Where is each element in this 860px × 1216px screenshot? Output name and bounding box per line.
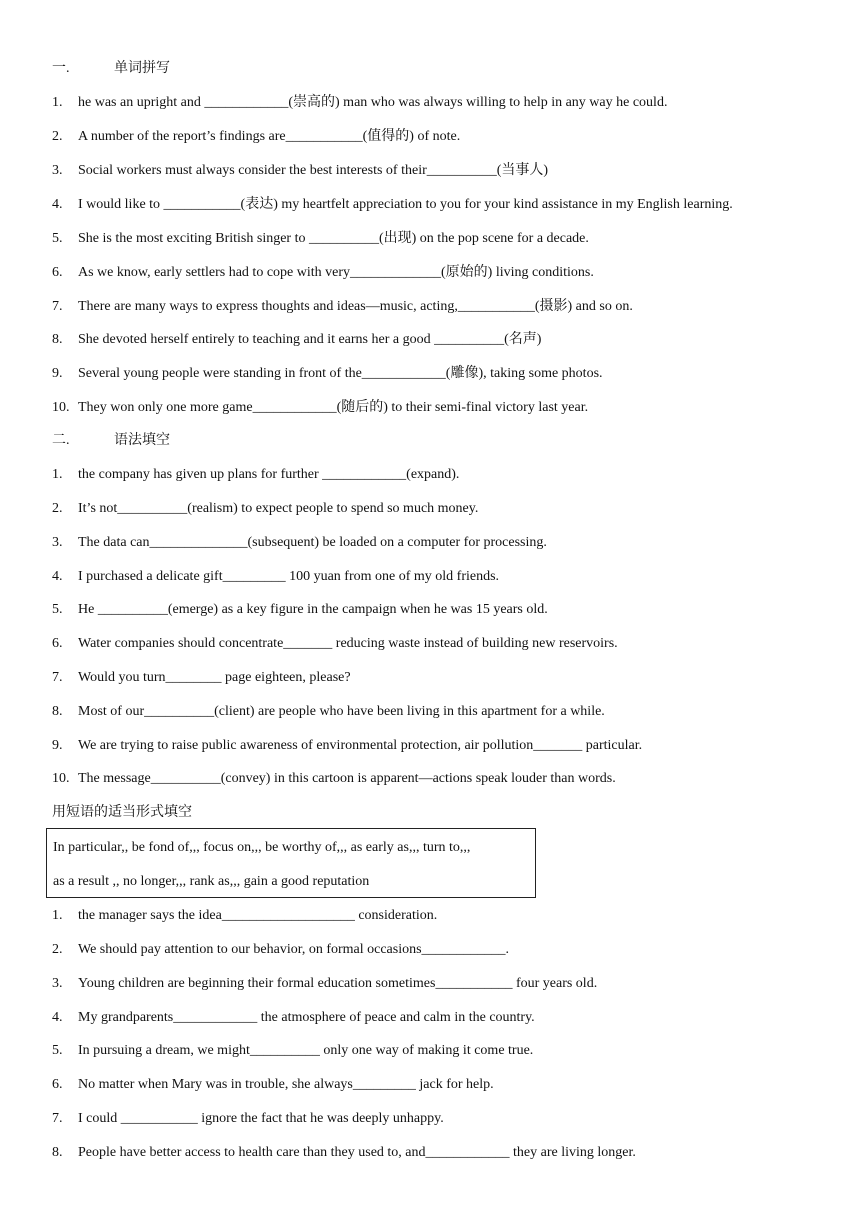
s2-question <box>52 466 459 484</box>
question-number: 7. <box>52 670 63 685</box>
question-number: 2. <box>52 129 63 144</box>
question-number: 8. <box>52 332 63 347</box>
question-number: 5. <box>52 1043 63 1058</box>
s3-question <box>52 1144 636 1162</box>
question-text: My grandparents____________ the atmosphere of peace and calm in the country. <box>78 1010 535 1025</box>
question-text: She devoted herself entirely to teaching and it earns her a good __________(名声) <box>78 332 542 347</box>
question-number: 1. <box>52 908 63 923</box>
section-2-number: 二. <box>52 433 70 448</box>
s1-question <box>52 162 548 180</box>
question-number: 4. <box>52 197 63 212</box>
section-3-title: 用短语的适当形式填空 <box>52 805 192 820</box>
question-number: 8. <box>52 704 63 719</box>
phrase-box <box>46 828 536 898</box>
question-text: Young children are beginning their formal education sometimes___________ four years old. <box>78 976 598 991</box>
question-number: 3. <box>52 535 63 550</box>
question-text: There are many ways to express thoughts and ideas—music, acting,___________(摄影) and so on. <box>78 299 633 314</box>
s1-question <box>52 365 603 383</box>
section-2-title: 语法填空 <box>114 433 170 448</box>
question-text: It’s not__________(realism) to expect people to spend so much money. <box>78 501 479 516</box>
question-text: People have better access to health care than they used to, and____________ they are living longer. <box>78 1145 636 1160</box>
question-number: 6. <box>52 265 63 280</box>
question-text: The message__________(convey) in this cartoon is apparent—actions speak louder than words. <box>78 771 616 786</box>
question-number: 6. <box>52 1077 63 1092</box>
question-number: 7. <box>52 299 63 314</box>
question-number: 5. <box>52 602 63 617</box>
s1-question <box>52 128 460 146</box>
question-text: No matter when Mary was in trouble, she always_________ jack for help. <box>78 1077 494 1092</box>
question-number: 3. <box>52 163 63 178</box>
question-text: She is the most exciting British singer to __________(出现) on the pop scene for a decade. <box>78 231 589 246</box>
s1-question <box>52 298 633 316</box>
phrase-box-line: as a result ,, no longer,,, rank as,,, gain a good reputation <box>53 874 370 889</box>
question-number: 10. <box>52 771 70 786</box>
s2-question <box>52 737 642 755</box>
question-number: 9. <box>52 738 63 753</box>
question-text: Would you turn________ page eighteen, please? <box>78 670 351 685</box>
s1-question <box>52 196 733 214</box>
question-number: 3. <box>52 976 63 991</box>
question-number: 2. <box>52 942 63 957</box>
s1-question <box>52 331 541 349</box>
section-2-heading <box>52 432 170 450</box>
question-text: As we know, early settlers had to cope with very_____________(原始的) living conditions. <box>78 265 594 280</box>
question-text: the manager says the idea___________________ consideration. <box>78 908 438 923</box>
question-text: Water companies should concentrate_______ reducing waste instead of building new reservoirs. <box>78 636 618 651</box>
question-text: We should pay attention to our behavior, on formal occasions____________. <box>78 942 510 957</box>
s3-question <box>52 1076 494 1094</box>
s3-question <box>52 1110 444 1128</box>
s2-question <box>52 568 499 586</box>
section-1-heading <box>52 60 170 78</box>
s3-question <box>52 975 597 993</box>
s2-question <box>52 669 351 687</box>
question-text: Social workers must always consider the best interests of their__________(当事人) <box>78 163 549 178</box>
question-number: 5. <box>52 231 63 246</box>
s1-question <box>52 264 594 282</box>
section-1-number: 一. <box>52 61 70 76</box>
question-text: he was an upright and ____________(崇高的) man who was always willing to help in any way he could. <box>78 95 668 110</box>
s2-question <box>52 770 616 788</box>
question-number: 4. <box>52 1010 63 1025</box>
s1-question <box>52 94 667 112</box>
question-text: the company has given up plans for further ____________(expand). <box>78 467 460 482</box>
question-number: 1. <box>52 467 63 482</box>
question-text: Several young people were standing in front of the____________(雕像), taking some photos. <box>78 366 603 381</box>
s3-question <box>52 907 437 925</box>
s2-question <box>52 534 547 552</box>
question-number: 7. <box>52 1111 63 1126</box>
question-text: A number of the report’s findings are___________(值得的) of note. <box>78 129 461 144</box>
phrase-box-line: In particular,, be fond of,,, focus on,,, be worthy of,,, as early as,,, turn to,,, <box>53 840 471 855</box>
question-text: I would like to ___________(表达) my heartfelt appreciation to you for your kind assistance in my English learning. <box>78 197 733 212</box>
question-number: 8. <box>52 1145 63 1160</box>
question-number: 10. <box>52 400 70 415</box>
question-text: I could ___________ ignore the fact that he was deeply unhappy. <box>78 1111 444 1126</box>
question-number: 9. <box>52 366 63 381</box>
s2-question <box>52 703 605 721</box>
question-text: I purchased a delicate gift_________ 100 yuan from one of my old friends. <box>78 569 500 584</box>
s2-question <box>52 500 478 518</box>
question-number: 4. <box>52 569 63 584</box>
s3-question <box>52 941 509 959</box>
s1-question <box>52 399 588 417</box>
question-number: 1. <box>52 95 63 110</box>
question-number: 6. <box>52 636 63 651</box>
s2-question <box>52 601 548 619</box>
question-text: Most of our__________(client) are people who have been living in this apartment for a while. <box>78 704 605 719</box>
s3-question <box>52 1009 535 1027</box>
s2-question <box>52 635 618 653</box>
question-number: 2. <box>52 501 63 516</box>
s1-question <box>52 230 589 248</box>
s3-question <box>52 1042 533 1060</box>
question-text: In pursuing a dream, we might__________ only one way of making it come true. <box>78 1043 534 1058</box>
question-text: He __________(emerge) as a key figure in the campaign when he was 15 years old. <box>78 602 548 617</box>
question-text: We are trying to raise public awareness of environmental protection, air pollution_______ particular. <box>78 738 643 753</box>
section-1-title: 单词拼写 <box>114 61 170 76</box>
question-text: They won only one more game____________(随后的) to their semi-final victory last year. <box>78 400 589 415</box>
question-text: The data can______________(subsequent) be loaded on a computer for processing. <box>78 535 547 550</box>
